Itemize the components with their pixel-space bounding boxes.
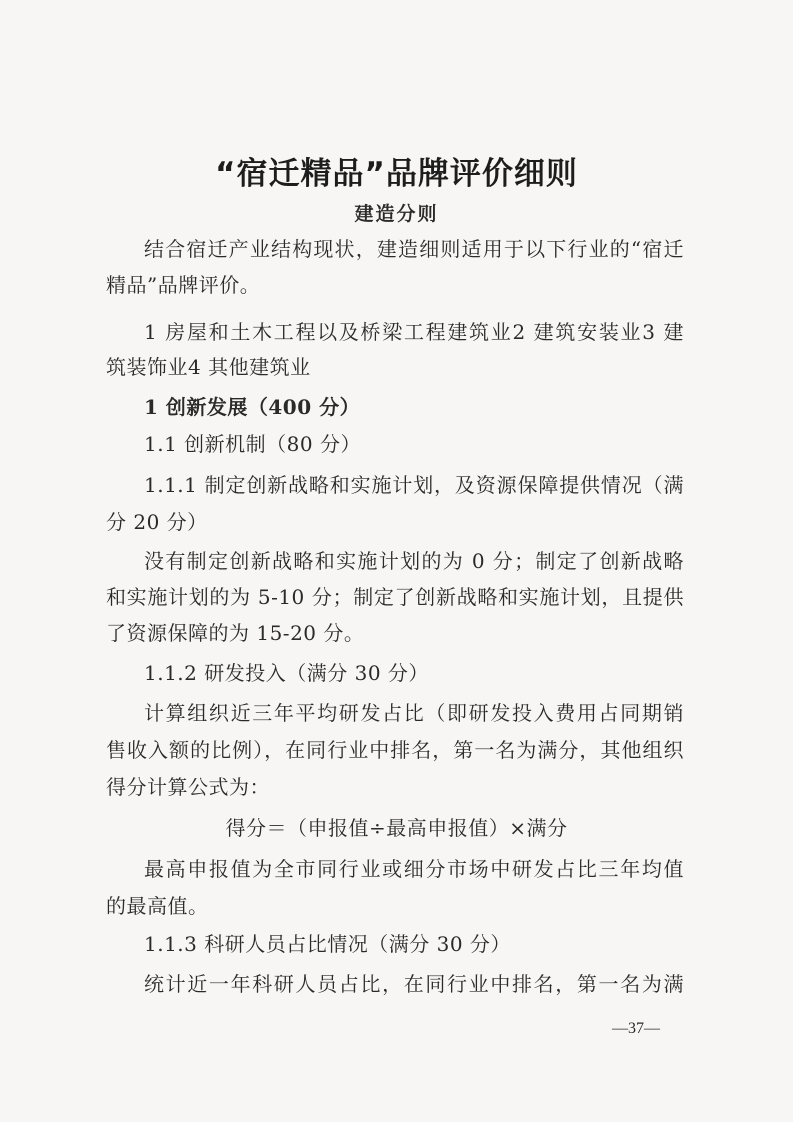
paragraph-line: 统计近一年科研人员占比，在同行业中排名，第一名为满 [144, 972, 684, 996]
section-heading: 1 创新发展（400 分） [144, 395, 361, 419]
paragraph-line: 1 房屋和土木工程以及桥梁工程建筑业2 建筑安装业3 建 [144, 320, 684, 344]
item-heading: 分 20 分） [106, 510, 208, 534]
paragraph-line: 和实施计划的为 5-10 分；制定了创新战略和实施计划，且提供 [106, 585, 684, 609]
item-heading: 1.1.1 制定创新战略和实施计划，及资源保障提供情况（满 [144, 473, 684, 497]
paragraph-line: 筑装饰业4 其他建筑业 [106, 355, 311, 379]
page-number: —37— [612, 1020, 660, 1037]
paragraph-line: 结合宿迁产业结构现状，建造细则适用于以下行业的“宿迁 [144, 237, 684, 261]
paragraph-line: 售收入额的比例），在同行业中排名，第一名为满分，其他组织 [106, 738, 684, 762]
paragraph-line: 精品”品牌评价。 [106, 273, 261, 297]
paragraph-line: 得分计算公式为： [106, 775, 270, 799]
paragraph-line: 最高申报值为全市同行业或细分市场中研发占比三年均值 [144, 857, 684, 881]
paragraph-line: 的最高值。 [106, 894, 209, 918]
document-title: “宿迁精品”品牌评价细则 [215, 156, 578, 192]
paragraph-line: 了资源保障的为 15-20 分。 [106, 621, 365, 645]
formula-line: 得分＝（申报值÷最高申报值）×满分 [225, 816, 568, 840]
document-subtitle: 建造分则 [354, 203, 439, 225]
paragraph-line: 没有制定创新战略和实施计划的为 0 分；制定了创新战略 [144, 549, 684, 573]
subsection-heading: 1.1 创新机制（80 分） [144, 432, 361, 456]
item-heading: 1.1.3 科研人员占比情况（满分 30 分） [144, 932, 511, 956]
item-heading: 1.1.2 研发投入（满分 30 分） [144, 661, 429, 685]
paragraph-line: 计算组织近三年平均研发占比（即研发投入费用占同期销 [144, 701, 684, 725]
